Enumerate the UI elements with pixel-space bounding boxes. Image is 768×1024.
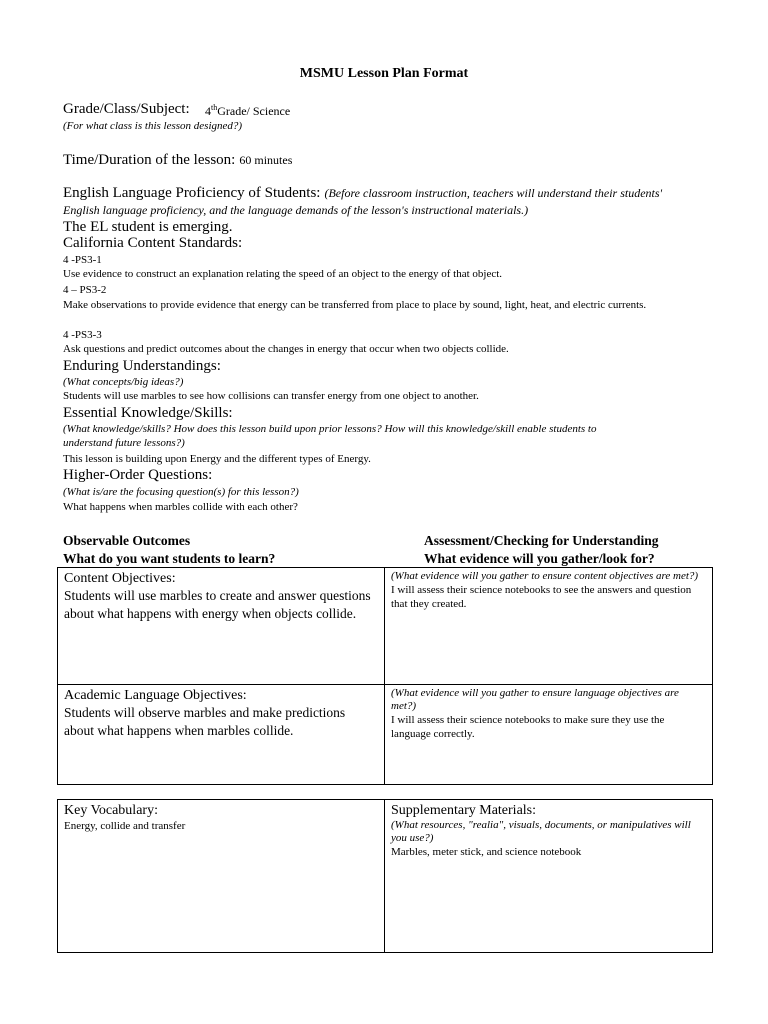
content-objectives-text: Students will use marbles to create and answer questions about what happens with energy when objects collide. (64, 588, 371, 621)
grade-subject: Grade/ Science (217, 104, 291, 118)
outcomes-header-left-2: What do you want students to learn? (63, 551, 276, 566)
vocab-materials-row (58, 800, 713, 953)
content-objectives-row (58, 568, 713, 685)
higher-order-text: What happens when marbles collide with each other? (63, 501, 298, 513)
elp-note-1: (Before classroom instruction, teachers will understand their students' (324, 186, 663, 200)
elp-note-2: English language proficiency, and the language demands of the lesson's instructional materials.) (63, 203, 529, 217)
elp-statement: The EL student is emerging. (63, 219, 233, 235)
language-objectives-row (58, 685, 713, 785)
essential-text: This lesson is building upon Energy and the different types of Energy. (63, 453, 371, 465)
outcomes-table (57, 567, 713, 785)
supplementary-materials-text: Marbles, meter stick, and science notebook (391, 846, 582, 858)
page-title: MSMU Lesson Plan Format (299, 66, 469, 81)
standard-text-3: Ask questions and predict outcomes about the changes in energy that occur when two objects collide. (63, 343, 509, 355)
content-assessment-text: I will assess their science notebooks to see the answers and question that they created. (391, 584, 692, 610)
language-objectives-text: Students will observe marbles and make predictions about what happens when marbles collide. (64, 705, 346, 738)
enduring-text: Students will use marbles to see how collisions can transfer energy from one object to another. (63, 390, 479, 402)
language-assessment-text: I will assess their science notebooks to make sure they use the language correctly. (391, 714, 665, 740)
content-objectives-cell (58, 568, 385, 685)
grade-label: Grade/Class/Subject: (63, 101, 190, 117)
higher-order-note: (What is/are the focusing question(s) for this lesson?) (63, 486, 299, 498)
standards-label: California Content Standards: (63, 235, 243, 251)
duration-value: 60 minutes (239, 153, 293, 167)
grade-note: (For what class is this lesson designed?) (63, 120, 243, 132)
supplementary-materials-cell (385, 800, 713, 953)
elp-row (63, 184, 662, 202)
supplementary-materials-note: (What resources, "realia", visuals, documents, or manipulatives will you use?) (391, 819, 691, 844)
key-vocabulary-cell (58, 800, 385, 953)
content-objectives-label: Content Objectives: (64, 571, 176, 586)
standard-code-3: 4 -PS3-3 (63, 329, 102, 341)
standard-text-2: Make observations to provide evidence that energy can be transferred from place to place by sound, light, heat, and electric currents. (63, 299, 647, 311)
grade-suffix: th (211, 103, 218, 112)
supplementary-materials-label: Supplementary Materials: (391, 803, 537, 818)
standard-code-2: 4 – PS3-2 (63, 284, 107, 296)
essential-label: Essential Knowledge/Skills: (63, 405, 233, 421)
standard-code-1: 4 -PS3-1 (63, 254, 102, 266)
key-vocabulary-text: Energy, collide and transfer (64, 820, 186, 832)
elp-label: English Language Proficiency of Students: (63, 185, 321, 201)
essential-note-2: understand future lessons?) (63, 437, 185, 449)
grade-number: 4 (205, 104, 211, 118)
outcomes-header-left-1: Observable Outcomes (63, 533, 191, 548)
language-objectives-label: Academic Language Objectives: (64, 688, 247, 703)
language-assessment-note: (What evidence will you gather to ensure language objectives are met?) (391, 687, 679, 712)
content-assessment-note: (What evidence will you gather to ensure content objectives are met?) (391, 570, 699, 582)
content-assessment-cell (385, 568, 713, 685)
outcomes-header-right-2: What evidence will you gather/look for? (424, 551, 655, 566)
outcomes-header-right-1: Assessment/Checking for Understanding (424, 533, 659, 548)
grade-value (205, 103, 290, 119)
vocab-materials-table (57, 799, 713, 953)
enduring-label: Enduring Understandings: (63, 358, 221, 374)
duration-label: Time/Duration of the lesson: (63, 152, 236, 168)
higher-order-label: Higher-Order Questions: (63, 467, 213, 483)
key-vocabulary-label: Key Vocabulary: (64, 803, 158, 818)
duration-row (63, 151, 292, 169)
essential-note-1: (What knowledge/skills? How does this lesson build upon prior lessons? How will this knowledge/skill enable students to (63, 423, 597, 435)
enduring-note: (What concepts/big ideas?) (63, 376, 184, 388)
language-assessment-cell (385, 685, 713, 785)
standard-text-1: Use evidence to construct an explanation relating the speed of an object to the energy of that object. (63, 268, 503, 280)
language-objectives-cell (58, 685, 385, 785)
